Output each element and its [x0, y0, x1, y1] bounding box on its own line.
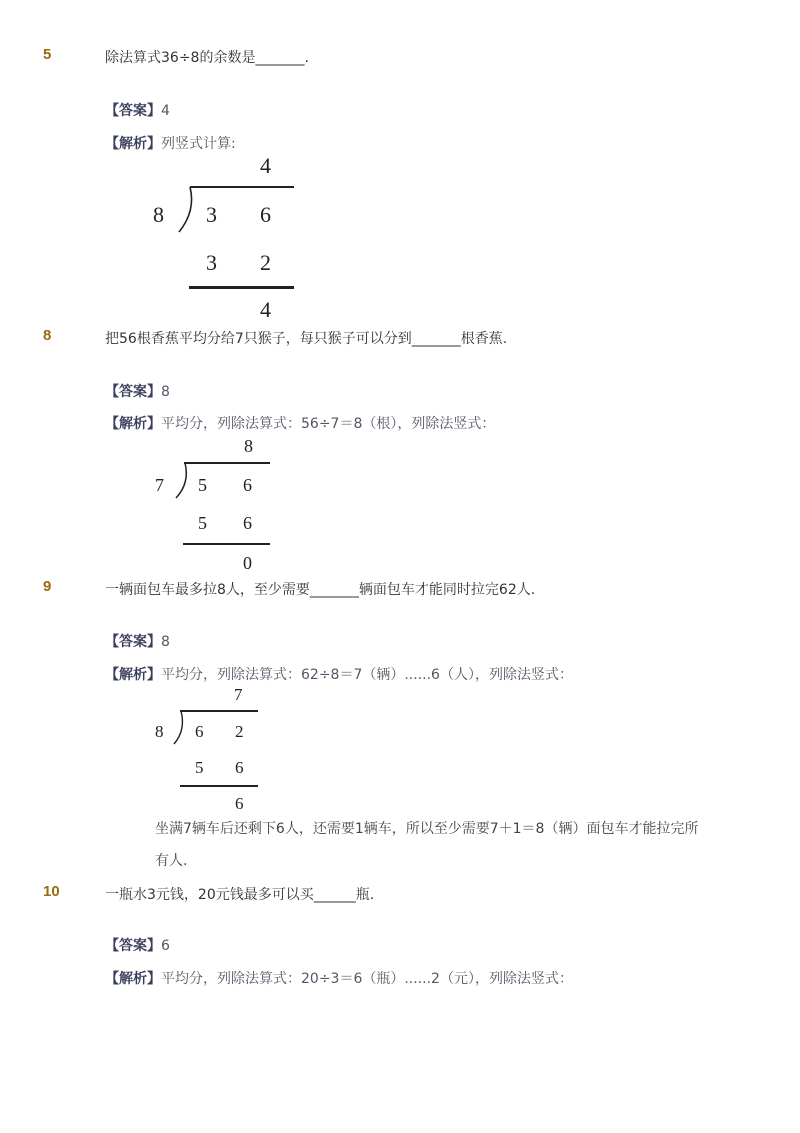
analysis-tag: 【解析】	[105, 416, 161, 432]
product-digit: 6	[243, 513, 252, 533]
subtraction-bar	[180, 785, 258, 787]
analysis-text: 平均分，列除法算式：20÷3＝6（瓶）......2（元），列除法竖式：	[161, 971, 573, 987]
analysis-tag: 【解析】	[105, 667, 161, 683]
quotient-digit: 7	[234, 685, 243, 704]
division-bracket	[172, 711, 188, 745]
division-bracket	[176, 187, 196, 233]
question-stem: 一辆面包车最多拉8人，至少需要_______辆面包车才能同时拉完62人.	[105, 582, 536, 598]
question-stem: 把56根香蕉平均分给7只猴子，每只猴子可以分到_______根香蕉.	[105, 331, 508, 347]
answer-value: 8	[161, 634, 170, 650]
answer-tag: 【答案】	[105, 103, 161, 119]
explanation-line: 坐满7辆车后还剩下6人，还需要1辆车，所以至少需要7＋1＝8（辆）面包车才能拉完所	[155, 821, 699, 837]
subtraction-bar	[183, 543, 270, 545]
analysis-line	[105, 664, 573, 684]
divisor-digit: 8	[155, 722, 164, 741]
answer-value: 8	[161, 384, 170, 400]
division-bar	[184, 462, 270, 464]
subtraction-bar	[189, 286, 294, 289]
product-digit: 5	[198, 513, 207, 533]
question-stem: 一瓶水3元钱，20元钱最多可以买______瓶.	[105, 887, 375, 903]
answer-tag: 【答案】	[105, 634, 161, 650]
question-stem: 除法算式36÷8的余数是_______.	[105, 50, 309, 66]
product-digit: 3	[206, 250, 217, 275]
product-digit: 5	[195, 758, 204, 777]
division-bracket	[174, 463, 192, 499]
answer-value: 4	[161, 103, 170, 119]
question-number: 10	[43, 883, 60, 900]
question-number: 9	[43, 578, 52, 595]
divisor-digit: 7	[155, 475, 164, 495]
answer-line	[105, 100, 170, 120]
dividend-digit: 2	[235, 722, 244, 741]
question-number: 8	[43, 327, 52, 344]
remainder-digit: 4	[260, 297, 271, 322]
division-bar	[190, 186, 294, 188]
analysis-line	[105, 133, 236, 153]
analysis-line	[105, 968, 573, 988]
analysis-tag: 【解析】	[105, 971, 161, 987]
explanation-line: 有人.	[155, 853, 188, 869]
dividend-digit: 3	[206, 202, 217, 227]
product-digit: 6	[235, 758, 244, 777]
question-number: 5	[43, 46, 52, 63]
answer-value: 6	[161, 938, 170, 954]
dividend-digit: 6	[260, 202, 271, 227]
analysis-text: 平均分，列除法算式：56÷7＝8（根），列除法竖式：	[161, 416, 496, 432]
answer-line	[105, 631, 170, 651]
remainder-digit: 0	[243, 553, 252, 573]
answer-tag: 【答案】	[105, 384, 161, 400]
answer-line	[105, 935, 170, 955]
division-bar	[180, 710, 258, 712]
remainder-digit: 6	[235, 794, 244, 813]
dividend-digit: 5	[198, 475, 207, 495]
analysis-text: 列竖式计算:	[161, 136, 236, 152]
answer-line	[105, 381, 170, 401]
divisor-digit: 8	[153, 202, 164, 227]
dividend-digit: 6	[195, 722, 204, 741]
analysis-tag: 【解析】	[105, 136, 161, 152]
analysis-line	[105, 413, 495, 433]
product-digit: 2	[260, 250, 271, 275]
quotient-digit: 4	[260, 153, 271, 178]
answer-tag: 【答案】	[105, 938, 161, 954]
quotient-digit: 8	[244, 436, 253, 456]
dividend-digit: 6	[243, 475, 252, 495]
analysis-text: 平均分，列除法算式：62÷8＝7（辆）......6（人），列除法竖式：	[161, 667, 573, 683]
